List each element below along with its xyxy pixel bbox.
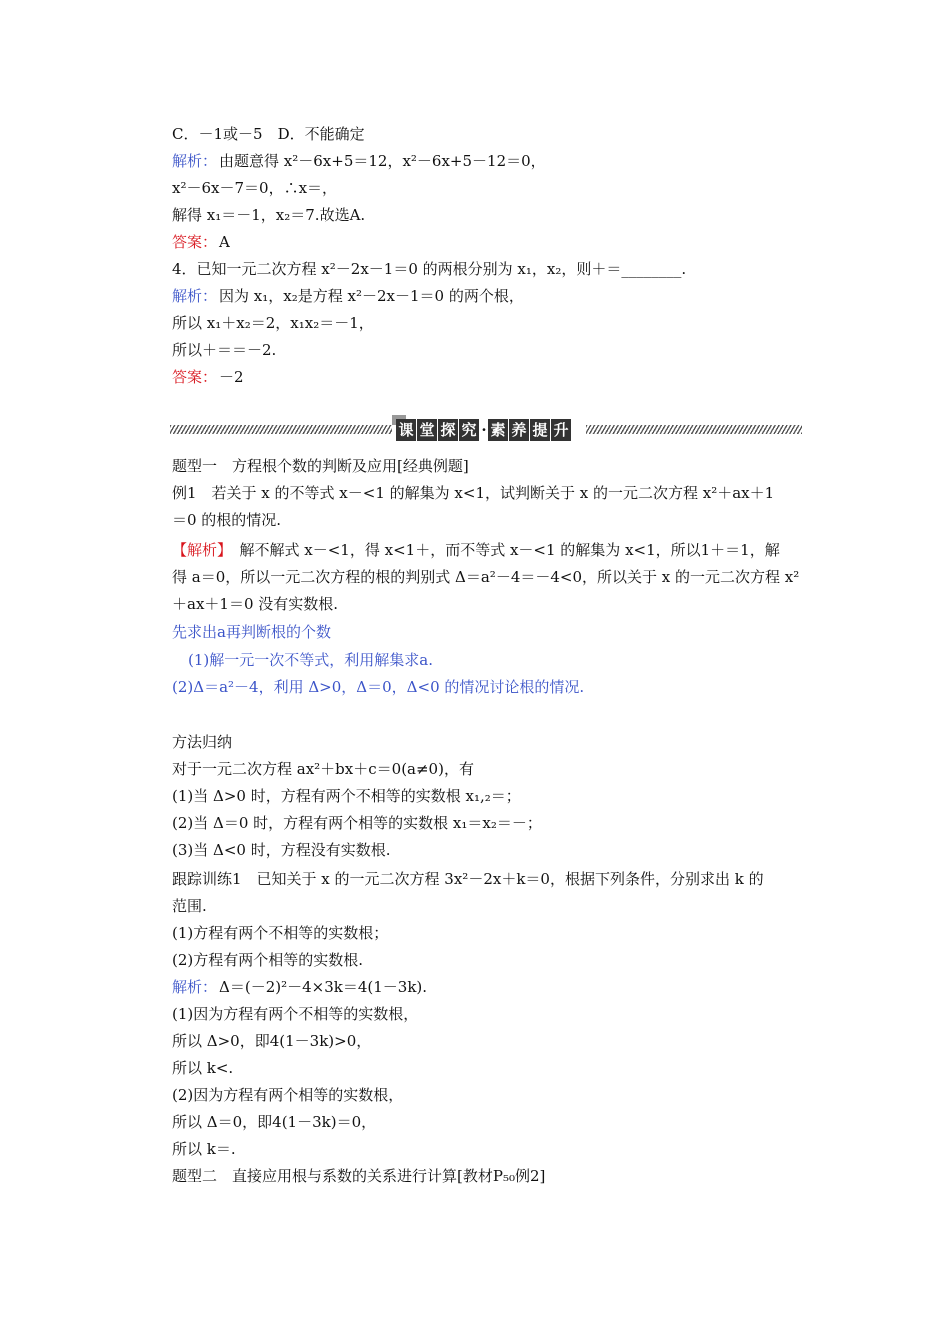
banner-hatch-left <box>170 425 392 434</box>
answer-text: A <box>219 233 230 251</box>
banner-char: 究 <box>459 419 479 441</box>
analysis-line <box>172 286 524 306</box>
analysis-text: 由题意得 x²－6x+5＝12，x²－6x+5－12＝0， <box>219 152 546 170</box>
analysis-line <box>172 151 546 171</box>
text-line: 所以 k＝. <box>172 1140 236 1158</box>
text-line: 所以 k<. <box>172 1059 234 1077</box>
choice-options: C．－1或－5 D．不能确定 <box>172 125 365 143</box>
banner-hatch-right <box>586 425 802 434</box>
banner-char: 升 <box>551 419 571 441</box>
text-line: x²－6x－7＝0，∴x＝， <box>172 179 338 197</box>
analysis-text: Δ＝(－2)²－4×3k＝4(1－3k). <box>219 978 428 996</box>
section-banner <box>170 418 802 442</box>
method-heading: 方法归纳 <box>172 733 233 751</box>
banner-char: 堂 <box>417 419 437 441</box>
text-line: 所以 x₁＋x₂＝2，x₁x₂＝－1， <box>172 314 374 332</box>
solution-text: 解不解式 x－<1，得 x<1＋，而不等式 x－<1 的解集为 x<1，所以1＋＝1，解 <box>224 541 780 559</box>
hint-heading: 先求出a再判断根的个数 <box>172 623 331 641</box>
banner-char: 探 <box>438 419 458 441</box>
analysis-line <box>172 977 427 997</box>
text-line: (1)因为方程有两个不相等的实数根， <box>172 1005 419 1023</box>
banner-char: 素 <box>488 419 508 441</box>
analysis-label: 解析： <box>172 287 218 305</box>
method-line: 对于一元二次方程 ax²＋bx＋c＝0(a≠0)，有 <box>172 760 474 778</box>
answer-label: 答案： <box>172 233 218 251</box>
analysis-label: 解析： <box>172 978 218 996</box>
answer-text: －2 <box>219 368 244 386</box>
banner-char: 养 <box>509 419 529 441</box>
solution-label: 【解析】 <box>172 541 225 559</box>
banner-title <box>396 418 572 442</box>
exercise-line: 跟踪训练1 已知关于 x 的一元二次方程 3x²－2x＋k＝0，根据下列条件，分别求出 k 的 <box>172 870 764 888</box>
method-line: (1)当 Δ>0 时，方程有两个不相等的实数根 x₁,₂＝； <box>172 787 521 805</box>
text-line: 所以＋＝＝－2. <box>172 341 277 359</box>
solution-line <box>172 540 780 560</box>
text-line: 所以 Δ＝0，即4(1－3k)＝0， <box>172 1113 377 1131</box>
solution-line: 得 a＝0，所以一元二次方程的根的判别式 Δ＝a²－4＝－4<0，所以关于 x 的一元二次方程 x² <box>172 568 800 586</box>
method-line: (2)当 Δ＝0 时，方程有两个相等的实数根 x₁＝x₂＝－； <box>172 814 542 832</box>
solution-line: ＋ax＋1＝0 没有实数根. <box>172 595 339 613</box>
exercise-line: (1)方程有两个不相等的实数根； <box>172 924 389 942</box>
banner-char: 提 <box>530 419 550 441</box>
section-heading: 题型一 方程根个数的判断及应用[经典例题] <box>172 457 469 475</box>
answer-label: 答案： <box>172 368 218 386</box>
banner-separator: · <box>481 421 487 439</box>
method-line: (3)当 Δ<0 时，方程没有实数根. <box>172 841 391 859</box>
text-line: 所以 Δ>0，即4(1－3k)>0， <box>172 1032 372 1050</box>
answer-line <box>172 232 230 252</box>
text-line: 解得 x₁＝－1，x₂＝7.故选A. <box>172 206 366 224</box>
text-line: (2)因为方程有两个相等的实数根， <box>172 1086 404 1104</box>
analysis-text: 因为 x₁，x₂是方程 x²－2x－1＝0 的两个根， <box>219 287 524 305</box>
exercise-line: 范围. <box>172 897 207 915</box>
example-line: 例1 若关于 x 的不等式 x－<1 的解集为 x<1，试判断关于 x 的一元二次方程 x²＋ax＋1 <box>172 484 775 502</box>
example-line: ＝0 的根的情况. <box>172 511 282 529</box>
banner-char: 课 <box>396 419 416 441</box>
hint-step: (2)Δ＝a²－4，利用 Δ>0，Δ＝0，Δ<0 的情况讨论根的情况. <box>172 678 585 696</box>
answer-line <box>172 367 244 387</box>
question-4: 4．已知一元二次方程 x²－2x－1＝0 的两根分别为 x₁，x₂，则＋＝________. <box>172 260 687 278</box>
analysis-label: 解析： <box>172 152 218 170</box>
section-heading: 题型二 直接应用根与系数的关系进行计算[教材P₅₀例2] <box>172 1167 546 1185</box>
exercise-line: (2)方程有两个相等的实数根. <box>172 951 364 969</box>
hint-step: (1)解一元一次不等式，利用解集求a. <box>188 651 433 669</box>
